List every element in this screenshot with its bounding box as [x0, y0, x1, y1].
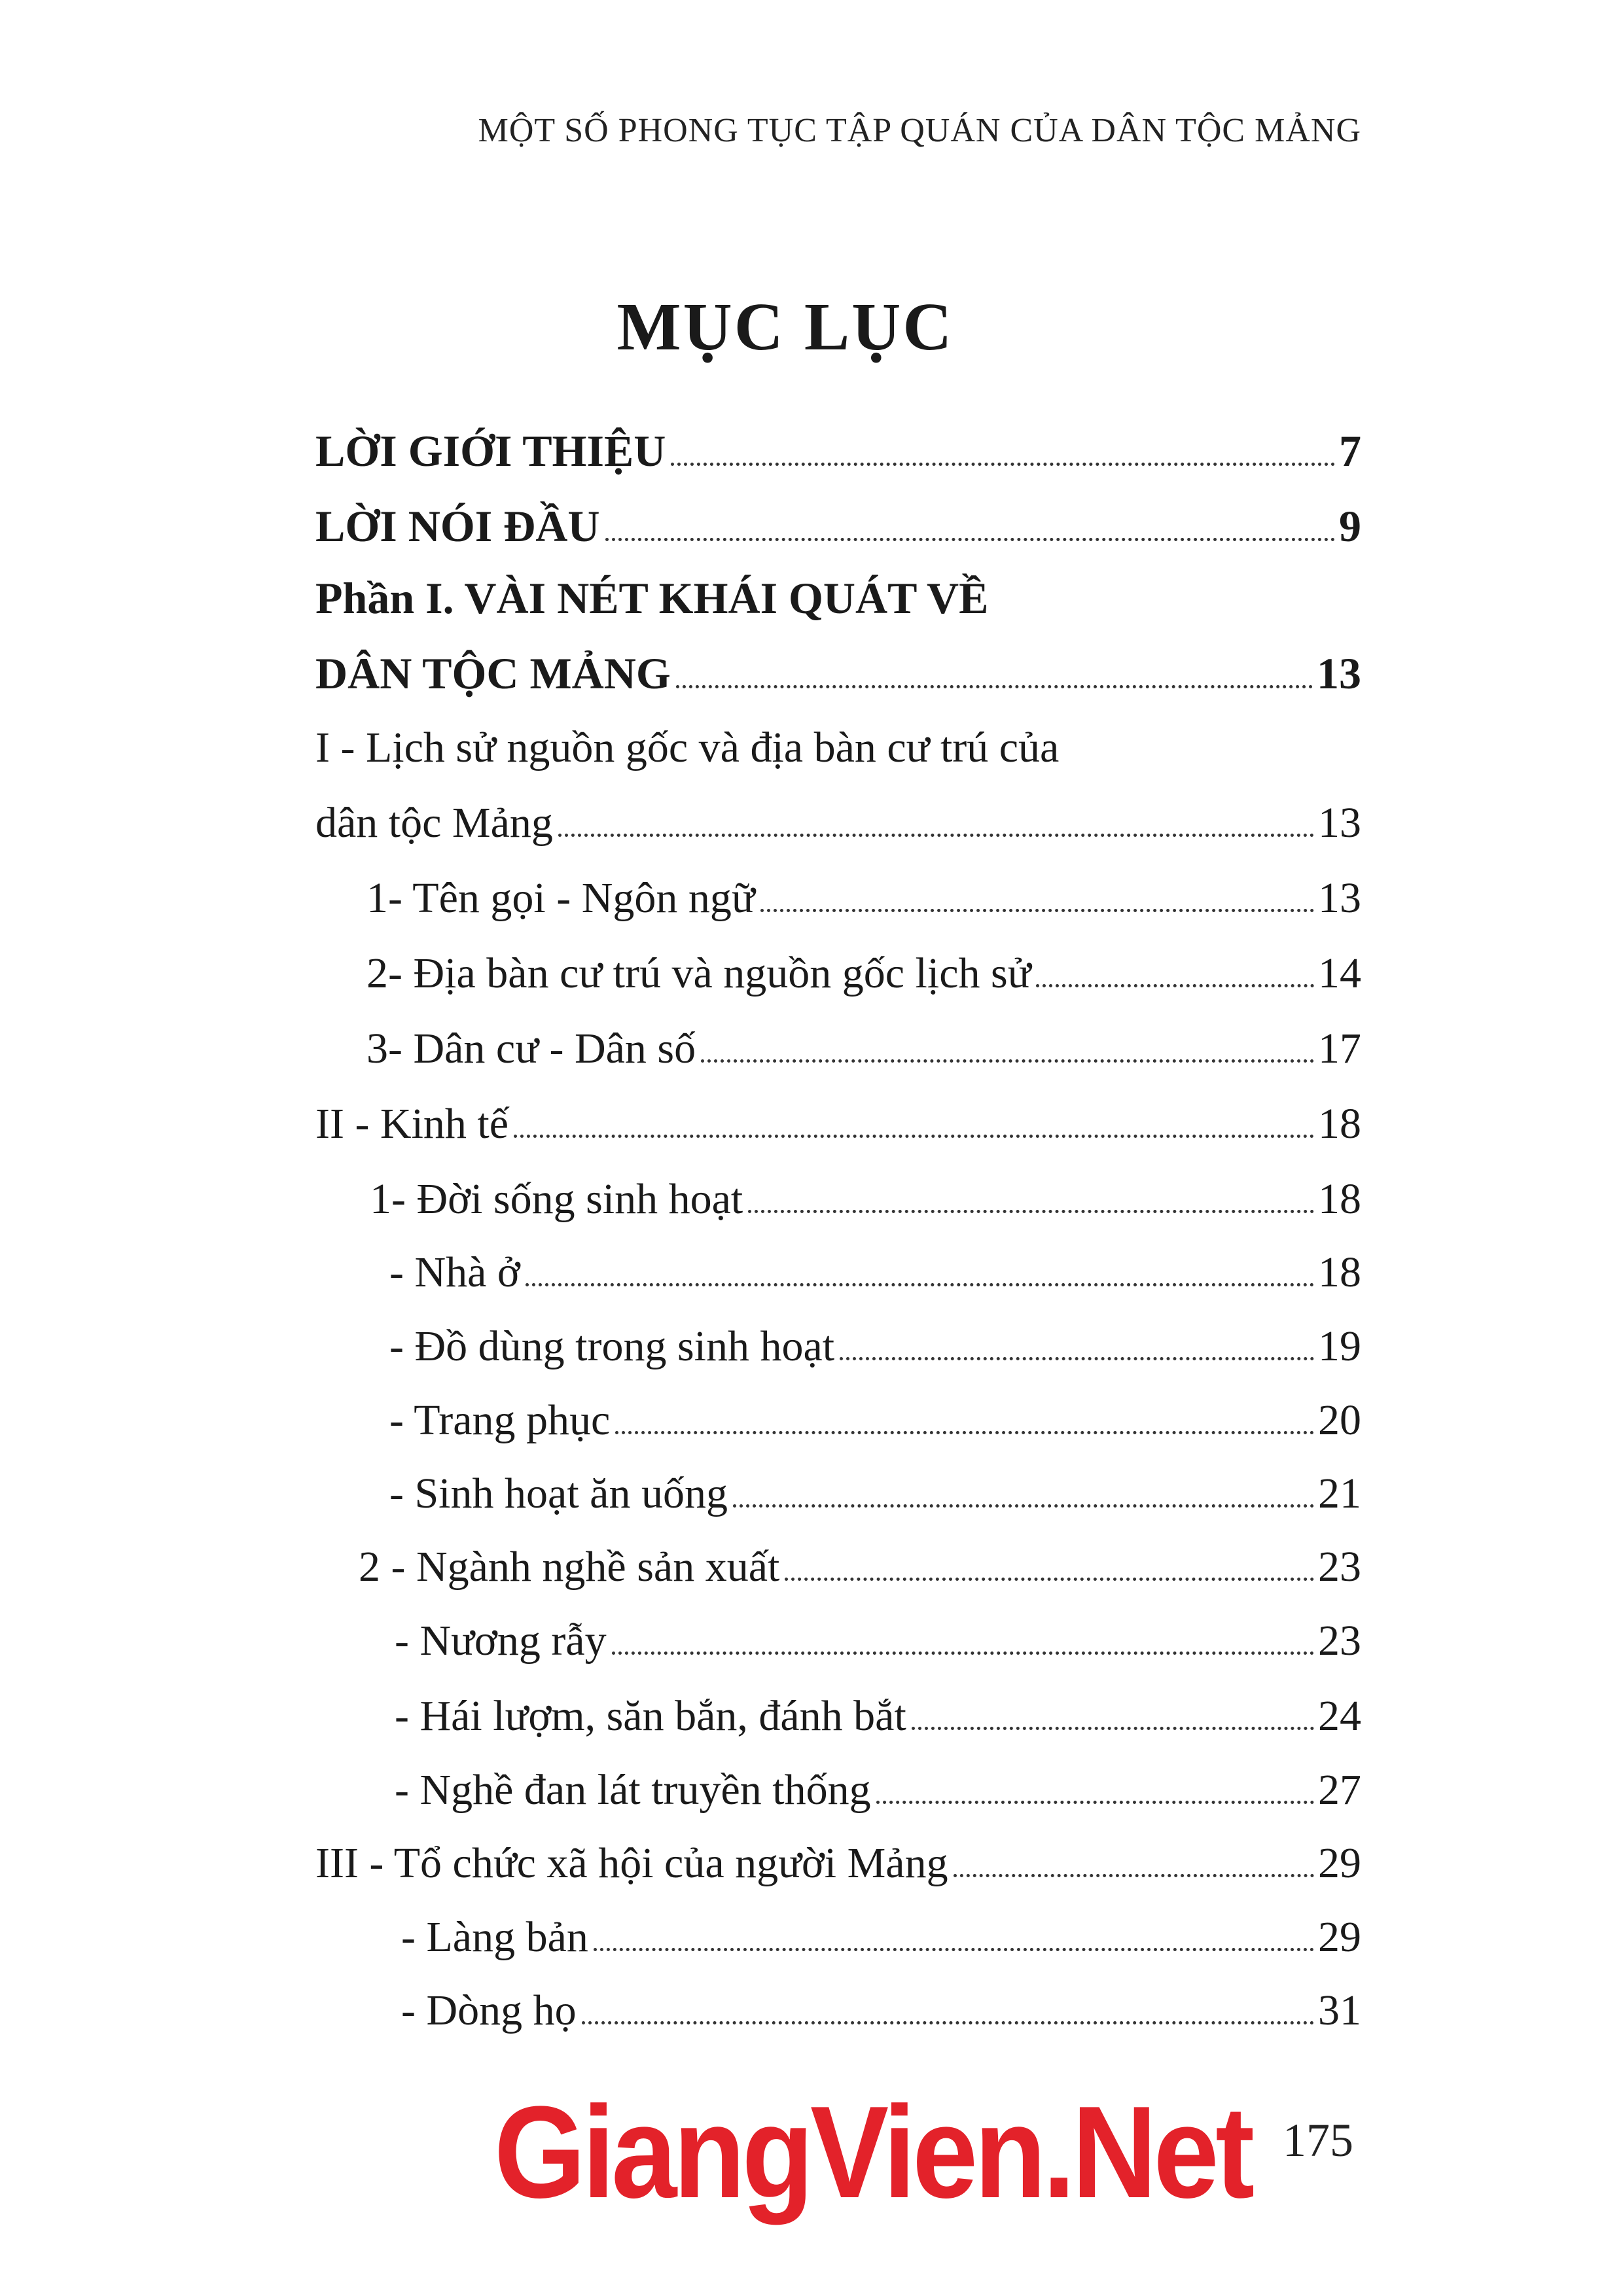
toc-entry-page: 27: [1318, 1766, 1361, 1814]
toc-entry-text: 1- Đời sống sinh hoạt: [370, 1175, 743, 1223]
dot-leader: [671, 463, 1335, 466]
toc-entry: [395, 1692, 1361, 1740]
dot-leader: [733, 1504, 1314, 1508]
toc-entry-page: 7: [1339, 426, 1361, 476]
toc-entry: [370, 1175, 1361, 1223]
toc-entry-text: 2 - Ngành nghề sản xuất: [359, 1543, 780, 1591]
toc-entry-text: 2- Địa bàn cư trú và nguồn gốc lịch sử: [366, 949, 1031, 997]
toc-entry-text: - Nương rẫy: [395, 1617, 607, 1665]
dot-leader: [760, 909, 1314, 912]
toc-entry-text: - Nghề đan lát truyền thống: [395, 1766, 871, 1814]
dot-leader: [612, 1651, 1314, 1655]
toc-entry-page: 31: [1318, 1987, 1361, 2034]
toc-entry-text: dân tộc Mảng: [315, 799, 553, 847]
toc-entry-page: 20: [1318, 1396, 1361, 1444]
toc-entry-text: Phần I. VÀI NÉT KHÁI QUÁT VỀ: [315, 573, 989, 623]
toc-entry-page: 13: [1318, 874, 1361, 922]
toc-entry-text: - Dòng họ: [401, 1987, 577, 2034]
toc-entry-text: LỜI NÓI ĐẦU: [315, 501, 600, 551]
toc-entry-page: 29: [1318, 1913, 1361, 1961]
toc-entry: [315, 799, 1361, 847]
toc-entry-text: - Làng bản: [401, 1913, 588, 1961]
toc-entry-page: 18: [1318, 1248, 1361, 1296]
toc-entry: [389, 1322, 1361, 1370]
toc-entry-text: - Đồ dùng trong sinh hoạt: [389, 1322, 835, 1370]
toc-entry-text: I - Lịch sử nguồn gốc và địa bàn cư trú của: [315, 724, 1060, 771]
dot-leader: [582, 2021, 1314, 2024]
dot-leader: [785, 1578, 1314, 1581]
toc-entry: [395, 1619, 1361, 1664]
dot-leader: [1036, 984, 1314, 987]
dot-leader: [605, 538, 1336, 541]
toc-entry-page: 29: [1318, 1839, 1361, 1887]
toc-entry-text: DÂN TỘC MẢNG: [315, 648, 671, 698]
dot-leader: [876, 1801, 1314, 1804]
toc-entry-text: - Hái lượm, săn bắn, đánh bắt: [395, 1692, 906, 1740]
toc-entry-page: 13: [1317, 648, 1361, 698]
page-number: 175: [1283, 2114, 1353, 2166]
toc-entry: [315, 1839, 1361, 1887]
toc-entry-page: 9: [1339, 501, 1361, 551]
toc-entry-page: 13: [1318, 799, 1361, 847]
toc-entry: [315, 1100, 1361, 1148]
toc-entry-page: 14: [1318, 949, 1361, 997]
dot-leader: [954, 1874, 1314, 1877]
toc-entry: [401, 1913, 1361, 1961]
toc-entry-page: 17: [1318, 1025, 1361, 1072]
toc-entry-text: - Sinh hoạt ăn uống: [389, 1470, 728, 1517]
toc-entry-page: 23: [1318, 1543, 1361, 1591]
dot-leader: [615, 1431, 1314, 1434]
toc-entry-text: 1- Tên gọi - Ngôn ngữ: [366, 874, 755, 922]
dot-leader: [558, 834, 1314, 837]
running-head: MỘT SỐ PHONG TỤC TẬP QUÁN CỦA DÂN TỘC MẢNG: [478, 112, 1361, 149]
toc-entry: [315, 726, 1361, 769]
toc-entry-text: - Nhà ở: [389, 1248, 520, 1296]
toc-entry-page: 21: [1318, 1470, 1361, 1517]
toc-entry: [359, 1545, 1361, 1590]
toc-entry: [315, 501, 1361, 551]
toc-entry: [366, 874, 1361, 922]
toc-entry: [315, 426, 1361, 476]
toc-entry: [366, 1027, 1361, 1072]
watermark-logo: GiangVien.Net: [494, 2079, 1251, 2225]
toc-title: MỤC LỤC: [616, 289, 954, 364]
toc-entry-page: 19: [1318, 1322, 1361, 1370]
toc-entry: [395, 1766, 1361, 1814]
toc-entry-page: 23: [1318, 1617, 1361, 1665]
toc-entry: [366, 949, 1361, 997]
dot-leader: [912, 1727, 1314, 1730]
toc-entry-text: - Trang phục: [389, 1396, 611, 1444]
toc-entry-text: III - Tổ chức xã hội của người Mảng: [315, 1839, 948, 1887]
toc-entry: [401, 1989, 1361, 2034]
toc-entry-page: 18: [1318, 1175, 1361, 1223]
toc-entry-text: II - Kinh tế: [315, 1100, 509, 1148]
dot-leader: [748, 1210, 1314, 1213]
toc-entry-text: LỜI GIỚI THIỆU: [315, 426, 666, 476]
toc-entry: [315, 573, 1361, 623]
toc-entry-text: 3- Dân cư - Dân số: [366, 1025, 696, 1072]
toc-entry: [389, 1248, 1361, 1296]
toc-entry: [389, 1472, 1361, 1517]
dot-leader: [676, 685, 1313, 688]
dot-leader: [514, 1135, 1314, 1138]
dot-leader: [840, 1357, 1314, 1360]
dot-leader: [526, 1283, 1314, 1286]
dot-leader: [594, 1948, 1314, 1951]
toc-entry-page: 18: [1318, 1100, 1361, 1148]
toc-entry: [389, 1396, 1361, 1444]
toc-entry-page: 24: [1318, 1692, 1361, 1740]
dot-leader: [701, 1059, 1314, 1063]
toc-entry: [315, 648, 1361, 698]
